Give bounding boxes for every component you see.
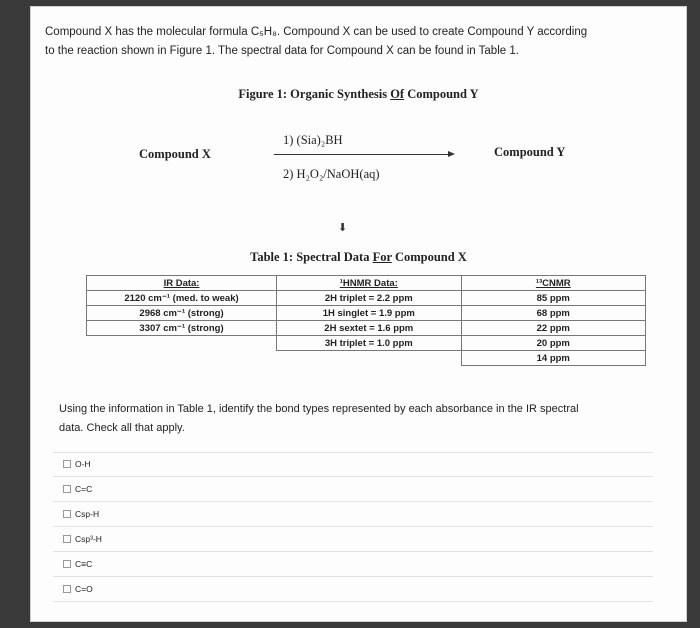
table-row: [87, 291, 646, 306]
option-c-double-o[interactable]: C=O: [63, 584, 93, 594]
ir-cell: 2968 cm⁻¹ (strong): [87, 306, 277, 321]
question-line-2: data. Check all that apply.: [59, 422, 185, 434]
intro-text: [45, 23, 675, 61]
divider: [53, 501, 653, 502]
hnmr-cell: 2H sextet = 1.6 ppm: [277, 321, 461, 336]
mouse-cursor-icon: ⬇: [338, 222, 348, 234]
option-c-double-c[interactable]: C=C: [63, 484, 92, 494]
question-text: [59, 400, 669, 438]
reagent-step-1: 1) (Sia)₂BH: [283, 133, 343, 147]
cnmr-cell: 20 ppm: [461, 336, 645, 351]
cnmr-cell: 85 ppm: [461, 291, 645, 306]
option-oh[interactable]: O-H: [63, 459, 91, 469]
table-row: [87, 321, 646, 336]
option-c-triple-c[interactable]: C≡C: [63, 559, 92, 569]
divider: [53, 576, 653, 577]
cnmr-cell: 14 ppm: [461, 351, 645, 366]
divider: [53, 601, 653, 602]
option-checkbox[interactable]: [63, 560, 71, 568]
table-row: [87, 336, 646, 351]
option-checkbox[interactable]: [63, 585, 71, 593]
hnmr-cell: 2H triplet = 2.2 ppm: [277, 291, 461, 306]
cnmr-cell: 22 ppm: [461, 321, 645, 336]
empty-cell: [277, 351, 461, 366]
divider: [53, 551, 653, 552]
cnmr-header: ¹³CNMR: [461, 276, 645, 291]
divider: [53, 452, 653, 453]
option-checkbox[interactable]: [63, 535, 71, 543]
empty-cell: [87, 351, 277, 366]
hnmr-header: ¹HNMR Data:: [277, 276, 461, 291]
option-csp-h[interactable]: Csp-H: [63, 509, 99, 519]
ir-header: IR Data:: [87, 276, 277, 291]
table-row: [87, 306, 646, 321]
compound-y-label: Compound Y: [494, 145, 566, 159]
intro-line-1: Compound X has the molecular formula C₅H₈. Compound X can be used to create Compound Y according: [45, 26, 588, 38]
table-row: [87, 351, 646, 366]
cnmr-cell: 68 ppm: [461, 306, 645, 321]
ir-cell: 3307 cm⁻¹ (strong): [87, 321, 277, 336]
divider: [53, 526, 653, 527]
table-title: Table 1: Spectral Data For Compound X: [250, 250, 467, 264]
hnmr-cell: 3H triplet = 1.0 ppm: [277, 336, 461, 351]
table-row: [87, 276, 646, 291]
empty-cell: [87, 336, 277, 351]
question-card: [30, 6, 687, 622]
ir-cell: 2120 cm⁻¹ (med. to weak): [87, 291, 277, 306]
option-checkbox[interactable]: [63, 510, 71, 518]
spectral-data-table: [86, 275, 646, 366]
compound-x-label: Compound X: [139, 147, 211, 161]
divider: [53, 476, 653, 477]
option-csp3-h[interactable]: Csp³-H: [63, 534, 102, 544]
question-line-1: Using the information in Table 1, identify the bond types represented by each absorbance in the IR spectral: [59, 403, 579, 415]
hnmr-cell: 1H singlet = 1.9 ppm: [277, 306, 461, 321]
reaction-arrow: [274, 154, 451, 155]
figure-title: Figure 1: Organic Synthesis Of Compound Y: [238, 87, 479, 101]
option-checkbox[interactable]: [63, 460, 71, 468]
intro-line-2: to the reaction shown in Figure 1. The spectral data for Compound X can be found in Table 1.: [45, 45, 519, 57]
reagent-step-2: 2) H₂O₂/NaOH(aq): [283, 167, 380, 181]
option-checkbox[interactable]: [63, 485, 71, 493]
